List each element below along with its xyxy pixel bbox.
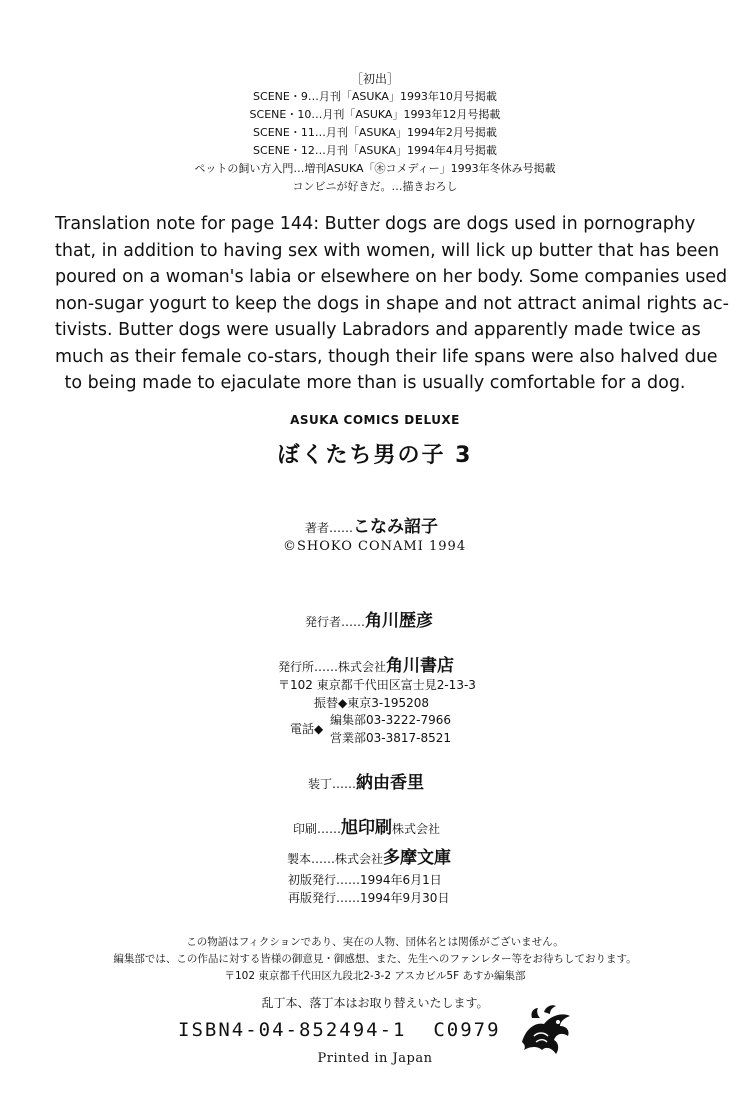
publisher-person: 角川歴彦 (365, 611, 434, 631)
first-edition-date: 初版発行……1994年6月1日 (288, 873, 442, 887)
replacement-notice: 乱丁本、落丁本はお取り替えいたします。 (261, 996, 489, 1010)
binding-line (287, 843, 451, 868)
translation-note-line: to being made to ejaculate more than is usually comfortable for a dog. (64, 373, 686, 393)
publisher-company-line (278, 651, 454, 676)
publisher-company-label: 発行所……株式会社 (278, 660, 387, 674)
binding-company: 多摩文庫 (383, 848, 452, 868)
transfer-account: 振替◆東京3-195208 (314, 696, 430, 710)
translation-note-line: poured on a woman's labia or elsewhere on her body. Some companies used (55, 267, 728, 287)
design-name: 納由香里 (356, 773, 425, 793)
publisher-company: 角川書店 (386, 656, 455, 676)
design-label: 装丁…… (308, 777, 357, 791)
first-publication-line: ペットの飼い方入門…増刊ASUKA「㊍コメディー」1993年冬休み号掲載 (194, 162, 556, 175)
printed-in-japan: Printed in Japan (317, 1051, 433, 1066)
phone-editorial: 編集部03-3222-7966 (330, 713, 452, 727)
publisher-address: 〒102 東京都千代田区富士見2-13-3 (278, 678, 476, 692)
phone-label: 電話◆ (290, 722, 324, 736)
translation-note-line: Translation note for page 144: Butter dogs are dogs used in pornography (55, 214, 696, 234)
feedback-notice: 編集部では、この作品に対する皆様の御意見・御感想、また、先生へのファンレター等をお待ちしております。 (113, 953, 637, 965)
first-publication-line: SCENE・9…月刊「ASUKA」1993年10月号掲載 (253, 90, 497, 103)
fiction-notice: この物語はフィクションであり、実在の人物、団体名とは関係がございません。 (186, 936, 564, 948)
translation-note-line: non-sugar yogurt to keep the dogs in shape and not attract animal rights ac- (55, 293, 729, 314)
design-line (308, 768, 424, 793)
book-title: ぼくたち男の子 3 (277, 443, 473, 468)
binding-label: 製本……株式会社 (287, 852, 384, 866)
first-publication-line: SCENE・10…月刊「ASUKA」1993年12月号掲載 (249, 108, 501, 121)
author-name: こなみ詔子 (353, 517, 439, 537)
series-name: ASUKA COMICS DELUXE (290, 413, 460, 427)
editorial-address: 〒102 東京都千代田区九段北2-3-2 アスカビル5F あすか編集部 (224, 970, 526, 982)
publisher-person-label: 発行者…… (305, 615, 366, 629)
printing-line (293, 813, 440, 838)
phone-sales: 営業部03-3817-8521 (330, 731, 452, 745)
second-edition-date: 再版発行……1994年9月30日 (288, 891, 450, 905)
first-publication-line: コンビニが好きだ。…描きおろし (292, 180, 458, 193)
first-publication-heading: ［初出］ (350, 72, 399, 86)
translation-note-line: much as their female co-stars, though their life spans were also halved due (55, 346, 718, 367)
isbn: ISBN4-04-852494-1 C0979 (178, 1019, 501, 1041)
translation-note (55, 211, 729, 397)
copyright: ©SHOKO CONAMI 1994 (283, 539, 467, 554)
first-publication-line: SCENE・11…月刊「ASUKA」1994年2月号掲載 (253, 126, 497, 139)
printing-label: 印刷…… (293, 822, 342, 836)
first-publication-block (0, 70, 750, 196)
author-label: 著者…… (305, 521, 354, 535)
printing-suffix: 株式会社 (392, 822, 441, 836)
translation-note-line: tivists. Butter dogs were usually Labradors and apparently made twice as (55, 320, 701, 340)
first-publication-line: SCENE・12…月刊「ASUKA」1994年4月号掲載 (253, 144, 497, 157)
publisher-person-line (305, 606, 433, 631)
printing-company: 旭印刷 (341, 818, 393, 838)
footer-notices (0, 934, 750, 985)
translation-note-line: that, in addition to having sex with women, will lick up butter that has been (55, 240, 720, 261)
author-line (305, 512, 438, 537)
